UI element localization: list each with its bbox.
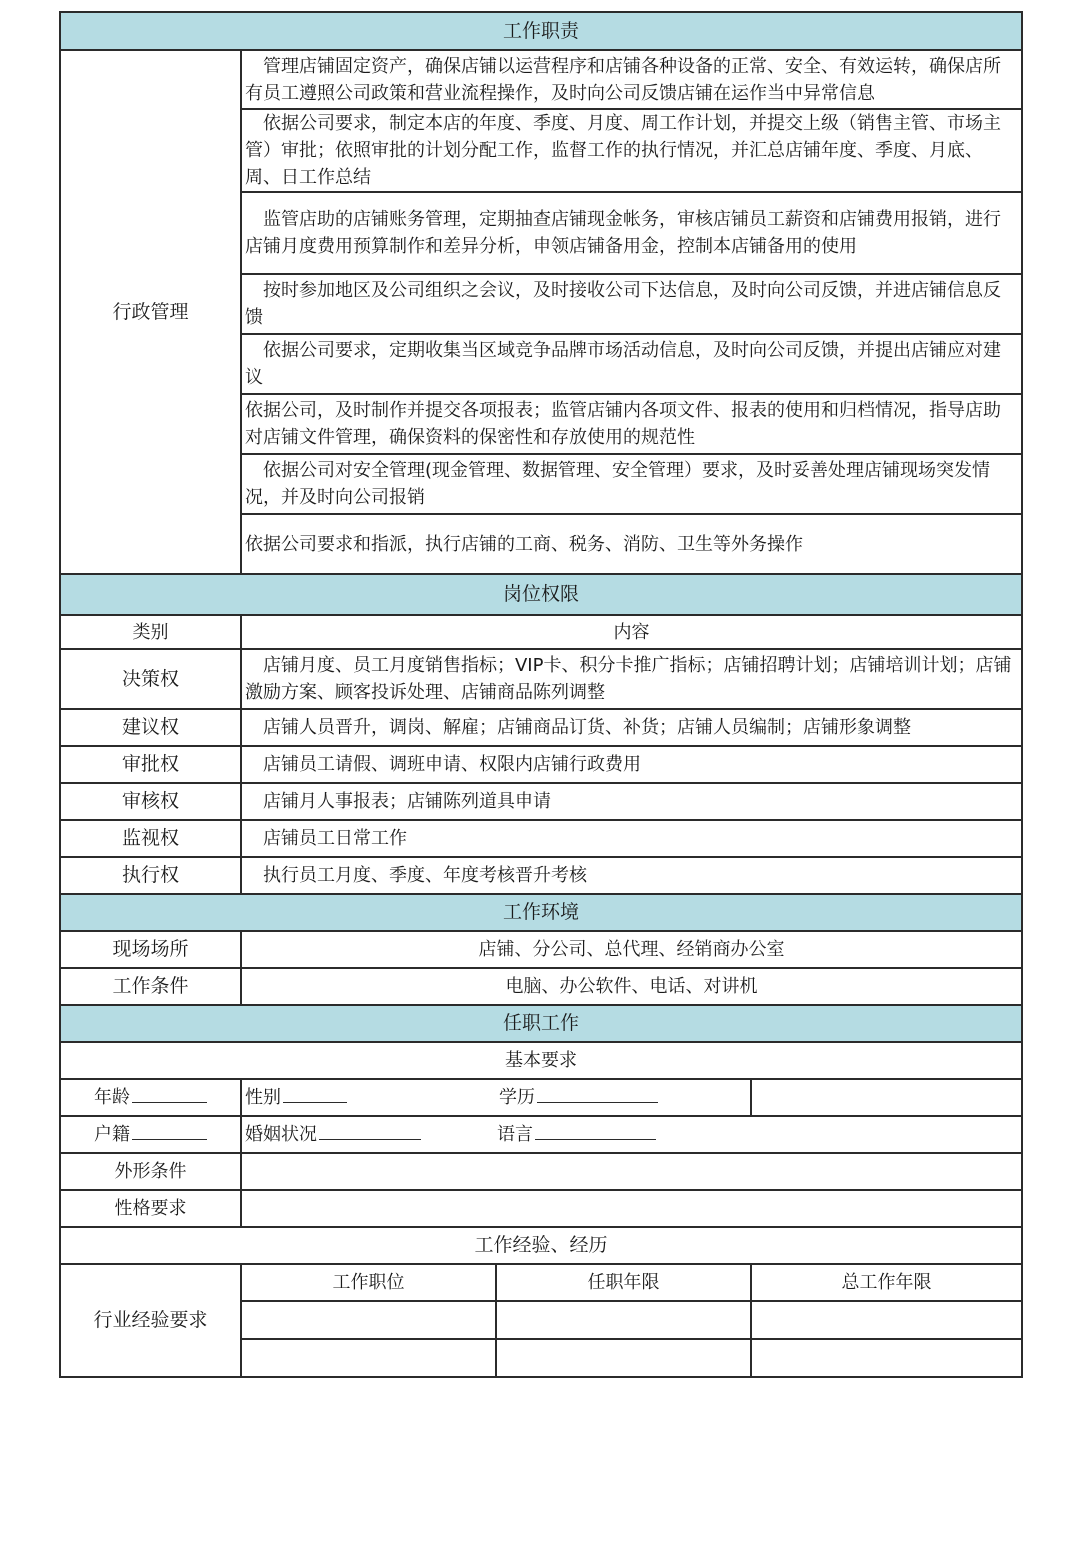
authority-content: 执行员工月度、季度、年度考核晋升考核 (241, 857, 1022, 894)
age-field[interactable]: 年龄 (60, 1079, 241, 1116)
authority-content: 店铺人员晋升，调岗、解雇；店铺商品订货、补货；店铺人员编制；店铺形象调整 (241, 709, 1022, 746)
experience-title: 工作经验、经历 (60, 1227, 1022, 1264)
authority-type: 建议权 (60, 709, 241, 746)
duty-item: 按时参加地区及公司组织之会议，及时接收公司下达信息，及时向公司反馈，并进店铺信息反馈 (241, 274, 1022, 334)
col-years: 任职年限 (496, 1264, 751, 1301)
duty-item: 依据公司要求，定期收集当区域竞争品牌市场活动信息，及时向公司反馈，并提出店铺应对建议 (241, 334, 1022, 394)
authority-type: 审核权 (60, 783, 241, 820)
experience-cell[interactable] (241, 1301, 496, 1339)
section-authority-header: 岗位权限 (60, 574, 1022, 615)
env-site-value: 店铺、分公司、总代理、经销商办公室 (241, 931, 1022, 968)
duty-item: 监管店助的店铺账务管理，定期抽查店铺现金帐务，审核店铺员工薪资和店铺费用报销，进行店铺月度费用预算制作和差异分析，申领店铺备用金，控制本店铺备用的使用 (241, 192, 1022, 274)
authority-col-type: 类别 (60, 615, 241, 649)
gender-field: 性别 (245, 1087, 281, 1108)
appearance-label: 外形条件 (60, 1153, 241, 1190)
env-condition-label: 工作条件 (60, 968, 241, 1005)
gender-education-field[interactable] (241, 1079, 751, 1116)
authority-content: 店铺员工日常工作 (241, 820, 1022, 857)
duty-item: 管理店铺固定资产，确保店铺以运营程序和店铺各种设备的正常、安全、有效运转，确保店所有员工遵照公司政策和营业流程操作，及时向公司反馈店铺在运作当中异常信息 (241, 50, 1022, 109)
experience-cell[interactable] (241, 1339, 496, 1377)
section-qualification-header: 任职工作 (60, 1005, 1022, 1042)
duty-category: 行政管理 (60, 50, 241, 574)
env-site-label: 现场场所 (60, 931, 241, 968)
section-duties-header: 工作职责 (60, 12, 1022, 50)
authority-content: 店铺月度、员工月度销售指标；VIP卡、积分卡推广指标；店铺招聘计划；店铺培训计划；店铺激励方案、顾客投诉处理、店铺商品陈列调整 (241, 649, 1022, 709)
authority-col-content: 内容 (241, 615, 1022, 649)
basic-requirements-title: 基本要求 (60, 1042, 1022, 1079)
industry-experience-label: 行业经验要求 (60, 1264, 241, 1377)
language-field: 语言 (497, 1124, 533, 1145)
personality-label: 性格要求 (60, 1190, 241, 1227)
authority-type: 执行权 (60, 857, 241, 894)
duty-item: 依据公司对安全管理(现金管理、数据管理、安全管理）要求，及时妥善处理店铺现场突发情况，并及时向公司报销 (241, 454, 1022, 514)
education-field: 学历 (499, 1087, 535, 1108)
env-condition-value: 电脑、办公软件、电话、对讲机 (241, 968, 1022, 1005)
section-environment-header: 工作环境 (60, 894, 1022, 931)
authority-type: 监视权 (60, 820, 241, 857)
experience-cell[interactable] (496, 1339, 751, 1377)
duty-item: 依据公司要求和指派，执行店铺的工商、税务、消防、卫生等外务操作 (241, 514, 1022, 574)
duty-item: 依据公司，及时制作并提交各项报表；监管店铺内各项文件、报表的使用和归档情况，指导店助对店铺文件管理，确保资料的保密性和存放使用的规范性 (241, 394, 1022, 454)
job-description-table (59, 11, 1023, 1378)
hukou-field[interactable]: 户籍 (60, 1116, 241, 1153)
authority-type: 决策权 (60, 649, 241, 709)
experience-cell[interactable] (751, 1301, 1022, 1339)
appearance-value[interactable] (241, 1153, 1022, 1190)
duty-item: 依据公司要求，制定本店的年度、季度、月度、周工作计划，并提交上级（销售主管、市场主管）审批；依照审批的计划分配工作，监督工作的执行情况，并汇总店铺年度、季度、月底、周、日工作总结 (241, 109, 1022, 192)
authority-content: 店铺月人事报表；店铺陈列道具申请 (241, 783, 1022, 820)
marital-language-field[interactable] (241, 1116, 1022, 1153)
col-total-years: 总工作年限 (751, 1264, 1022, 1301)
authority-content: 店铺员工请假、调班申请、权限内店铺行政费用 (241, 746, 1022, 783)
blank-cell[interactable] (751, 1079, 1022, 1116)
col-position: 工作职位 (241, 1264, 496, 1301)
authority-type: 审批权 (60, 746, 241, 783)
marital-field: 婚姻状况 (245, 1124, 317, 1145)
experience-cell[interactable] (751, 1339, 1022, 1377)
experience-cell[interactable] (496, 1301, 751, 1339)
personality-value[interactable] (241, 1190, 1022, 1227)
